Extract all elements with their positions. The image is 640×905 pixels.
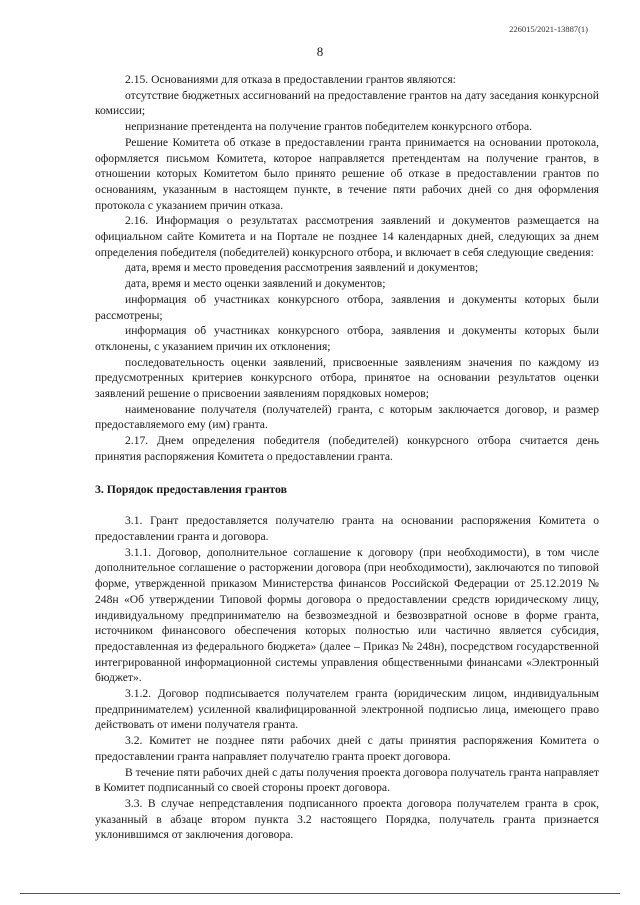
paragraph: информация об участниках конкурсного отбора, заявления и документы которых были отклонены, с указанием причин их отклонения; bbox=[95, 324, 599, 353]
paragraph: 3.2. Комитет не позднее пяти рабочих дней с даты принятия распоряжения Комитета о предоставлении гранта направляет получателю гранта проект договора. bbox=[95, 734, 599, 763]
paragraph: 2.17. Днем определения победителя (победителей) конкурсного отбора считается день принятия распоряжения Комитета о предоставлении гранта. bbox=[95, 434, 599, 463]
paragraph: последовательность оценки заявлений, присвоенные заявлениям значения по каждому из предусмотренных критериев конкурсного отбора, принятое на основании результатов оценки заявлений решение о присвоении заявлениям порядковых номеров; bbox=[95, 355, 599, 401]
paragraph: 3.1. Грант предоставляется получателю гранта на основании распоряжения Комитета о предоставлении гранта и договора. bbox=[95, 514, 599, 543]
paragraph: отсутствие бюджетных ассигнований на предоставление грантов на дату заседания конкурсной комиссии; bbox=[95, 88, 599, 118]
paragraph: В течение пяти рабочих дней с даты получения проекта договора получатель гранта направляет в Комитет подписанный со своей стороны проект договора. bbox=[95, 765, 599, 795]
document-body bbox=[95, 72, 599, 843]
paragraph: 3.1.1. Договор, дополнительное соглашение к договору (при необходимости), в том числе дополнительное соглашение о расторжении договора (при необходимости), заключаются по типовой форме, утвержденной приказом Министерства финансов Российской Федерации от 25.12.2019 № 248н «Об утверждении Типовой формы договора о предоставлении средств юридическому лицу, индивидуальному предпринимателю на безвозмездной и безвозвратной основе в форме гранта, источником финансового обеспечения которых полностью или частично является субсидия, предоставленная из федерального бюджета» (далее – Приказ № 248н), посредством государственной интегрированной информационной системы управления общественными финансами «Электронный бюджет». bbox=[95, 545, 599, 685]
page-number: 8 bbox=[316, 44, 324, 59]
paragraph: дата, время и место проведения рассмотрения заявлений и документов; bbox=[125, 261, 479, 275]
paragraph: дата, время и место оценки заявлений и документов; bbox=[125, 277, 386, 291]
paragraph: непризнание претендента на получение грантов победителем конкурсного отбора. bbox=[125, 120, 532, 134]
document-id: 226015/2021-13887(1) bbox=[509, 24, 588, 34]
paragraph: наименование получателя (получателей) гранта, с которым заключается договор, и размер предоставляемого ему (им) гранта. bbox=[95, 402, 599, 432]
paragraph: 3.1.2. Договор подписывается получателем гранта (юридическим лицом, индивидуальным предпринимателем) усиленной квалифицированной электронной подписью лица, имеющего право действовать от имени получателя гранта. bbox=[95, 687, 599, 732]
paragraph: 3.3. В случае непредставления подписанного проекта договора получателем гранта в срок, указанный в абзаце втором пункта 3.2 настоящего Порядка, получатель гранта признается уклонившимся от заключения договора. bbox=[95, 796, 599, 842]
section-heading: 3. Порядок предоставления грантов bbox=[95, 481, 288, 496]
page-bottom-rule bbox=[20, 893, 620, 894]
paragraph: информация об участниках конкурсного отбора, заявления и документы которых были рассмотрены; bbox=[95, 292, 599, 322]
paragraph: 2.15. Основаниями для отказа в предоставлении грантов являются: bbox=[125, 73, 456, 86]
paragraph: 2.16. Информация о результатах рассмотрения заявлений и документов размещается на официальном сайте Комитета и на Портале не позднее 14 календарных дней, следующих за днем определения победителя (победителей) конкурсного отбора, и включает в себя следующие сведения: bbox=[95, 214, 599, 259]
paragraph: Решение Комитета об отказе в предоставлении гранта принимается на основании протокола, оформляется письмом Комитета, которое направляется претендентам на получение грантов, в отношении которых Комитетом было принято решение об отказе в предоставлении грантов по основаниям, указанным в настоящем пункте, в течение пяти рабочих дней со дня оформления протокола с указанием причин отказа. bbox=[95, 135, 599, 212]
